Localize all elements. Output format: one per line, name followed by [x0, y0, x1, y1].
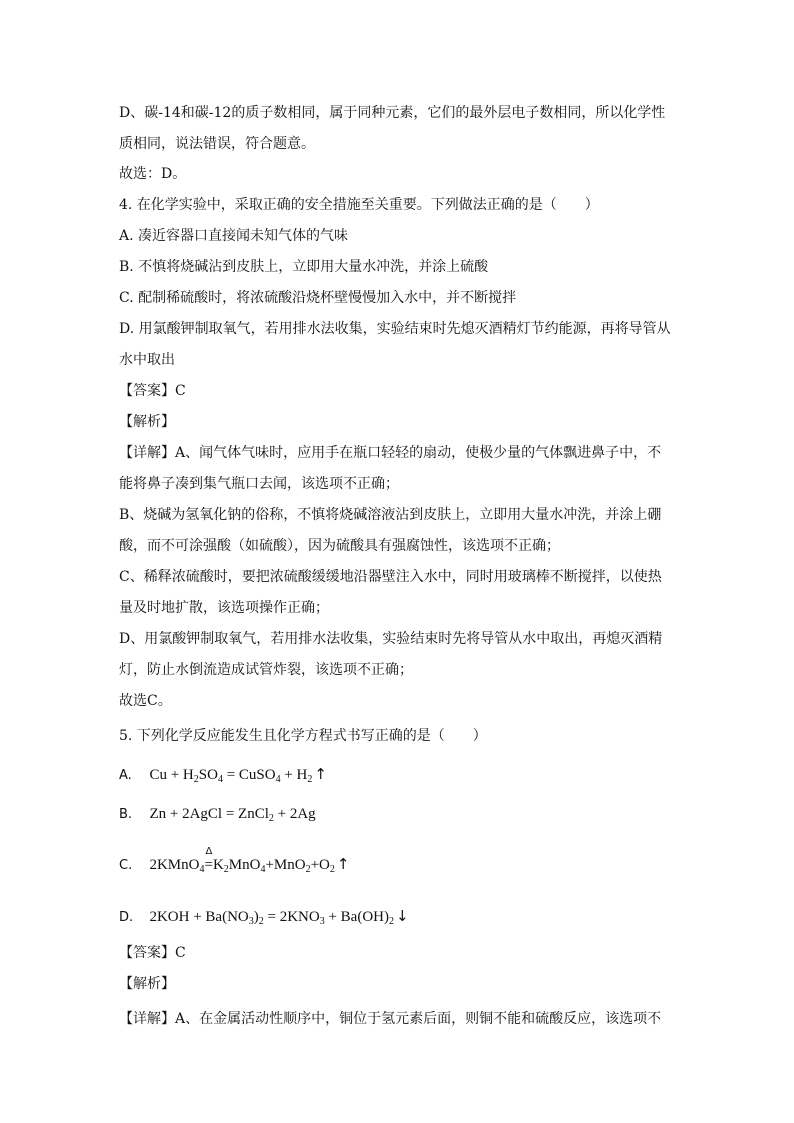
equation-d: [119, 906, 409, 928]
detail-line: 灯，防止水倒流造成试管炸裂，该选项不正确；: [119, 662, 413, 678]
formula: 2KMnO$_4$ Δ $=K_2MnO_4+MnO_2+O_2$ ↑: [149, 857, 349, 873]
detail-line: 量及时地扩散，该选项操作正确；: [119, 600, 329, 616]
detail-line: B、烧碱为氢氧化钠的俗称，不慎将烧碱溶液沾到皮肤上，立即用大量水冲洗，并涂上硼: [119, 507, 662, 523]
option-c: C. 配制稀硫酸时，将浓硫酸沿烧杯壁慢慢加入水中，并不断搅拌: [119, 290, 517, 306]
equation-label: B.: [119, 807, 133, 822]
text-line: 故选：D。: [119, 166, 187, 182]
conclusion-line: 故选C。: [119, 693, 172, 709]
question-5-stem: 5. 下列化学反应能发生且化学方程式书写正确的是（ ）: [119, 728, 487, 744]
equation-label: D.: [119, 910, 134, 925]
detail-line: 酸，而不可涂强酸（如硫酸），因为硫酸具有强腐蚀性，该选项不正确；: [119, 538, 560, 554]
text-line: 质相同，说法错误，符合题意。: [119, 136, 315, 152]
answer-label: 【答案】C: [119, 383, 186, 399]
equation-label: A.: [119, 768, 132, 783]
option-d: D. 用氯酸钾制取氧气，若用排水法收集，实验结束时先熄灭酒精灯节约能源，再将导管从: [119, 321, 671, 337]
analysis-label: 【解析】: [119, 414, 175, 430]
equation-a: [119, 764, 327, 786]
text-line: D、碳-14和碳-12的质子数相同，属于同种元素，它们的最外层电子数相同，所以化学性: [119, 105, 666, 121]
formula: Zn + 2AgCl = ZnCl$_2$ + 2Ag: [149, 806, 316, 824]
option-d-cont: 水中取出: [119, 352, 175, 368]
up-arrow-icon: ↑: [336, 855, 350, 873]
formula: $2KOH + Ba(NO_3)_2 = 2KNO_3 + Ba(OH)_2$ ↓: [149, 907, 409, 927]
detail-line: C、稀释浓硫酸时，要把浓硫酸缓缓地沿器壁注入水中，同时用玻璃棒不断搅拌，以使热: [119, 569, 662, 585]
option-b: B. 不慎将烧碱沾到皮肤上，立即用大量水冲洗，并涂上硫酸: [119, 259, 489, 275]
equation-c: [119, 846, 350, 876]
up-arrow-icon: ↑: [314, 765, 327, 783]
down-arrow-icon: ↓: [396, 907, 409, 925]
equation-b: [119, 804, 316, 825]
option-a: A. 凑近容器口直接闻未知气体的气味: [119, 228, 349, 244]
detail-line: D、用氯酸钾制取氧气，若用排水法收集，实验结束时先将导管从水中取出，再熄灭酒精: [119, 631, 663, 647]
analysis-label: 【解析】: [119, 976, 175, 992]
equation-label: C.: [119, 858, 133, 873]
answer-label: 【答案】C: [119, 945, 186, 961]
detail-line: 【详解】A、在金属活动性顺序中，铜位于氢元素后面，则铜不能和硫酸反应，该选项不: [119, 1011, 662, 1027]
detail-line: 能将鼻子凑到集气瓶口去闻，该选项不正确；: [119, 476, 399, 492]
question-4-stem: 4. 在化学实验中，采取正确的安全措施至关重要。下列做法正确的是（ ）: [119, 197, 599, 213]
detail-line: 【详解】A、闻气体气味时，应用手在瓶口轻轻的扇动，使极少量的气体飘进鼻子中，不: [119, 445, 662, 461]
formula: $Cu + H_2SO_4$ = CuSO$_4$ + $H_2$ ↑: [149, 765, 327, 785]
heat-delta-icon: Δ: [205, 846, 213, 857]
